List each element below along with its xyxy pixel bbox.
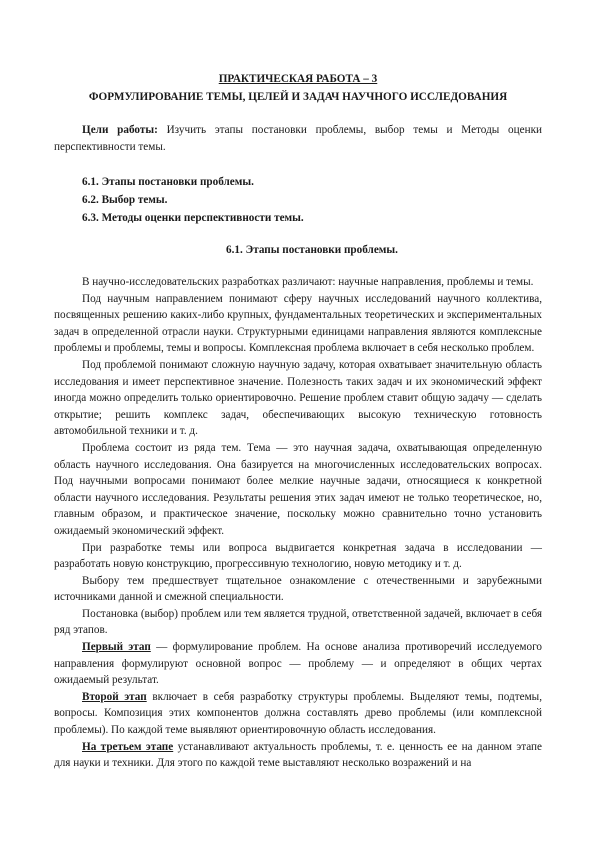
page-subtitle: ФОРМУЛИРОВАНИЕ ТЕМЫ, ЦЕЛЕЙ И ЗАДАЧ НАУЧНОГО ИССЛЕДОВАНИЯ (88, 91, 508, 103)
stage-label: На третьем этапе (82, 740, 174, 753)
stage-text: устанавливают актуальность проблемы, т. е. ценность ее на данном этапе для науки и техники. Для этого по каждой теме выставляют несколько возражений и на (54, 740, 542, 770)
stage-text: включает в себя разработку структуры проблемы. Выделяют темы, подтемы, вопросы. Композиция этих компонентов должна составлять древо проблемы (или комплексной проблемы). По каждой теме выявляют ориентировочную область исследования. (54, 690, 542, 737)
stage-label: Первый этап (82, 641, 151, 654)
section-heading: 6.1. Этапы постановки проблемы. (226, 244, 398, 256)
stage-text: — формулирование проблем. На основе анализа противоречий исследуемого направления формулируют основной вопрос — проблему — и определяют в общих чертах ожидаемый результат. (54, 641, 542, 687)
goals-paragraph (54, 122, 542, 156)
paragraph: В научно-исследовательских разработках различают: научные направления, проблемы и темы. (82, 276, 534, 288)
paragraph: Под научным направлением понимают сферу научных исследований научного коллектива, посвященных решению каких-либо крупных, фундаментальных теоретических и экспериментальных задач в определенной отрасли науки. Структурными единицами направления являются комплексные проблемы и проблемы, темы и вопросы. Комплексная проблема включает в себя несколько проблем. (54, 292, 542, 355)
paragraph: Постановка (выбор) проблем или тем является трудной, ответственной задачей, включает в себя ряд этапов. (54, 607, 542, 637)
paragraph: При разработке темы или вопроса выдвигается конкретная задача в исследовании — разработать новую конструкцию, прогрессивную технологию, новую методику и т. д. (54, 541, 542, 571)
stage-paragraph (54, 739, 542, 772)
toc-item: 6.1. Этапы постановки проблемы. (82, 176, 254, 188)
stage-paragraph (54, 639, 542, 689)
page-title: ПРАКТИЧЕСКАЯ РАБОТА – 3 (218, 73, 378, 85)
paragraph: Выбору тем предшествует тщательное ознакомление с отечественными и зарубежными источниками данной и смежной специальности. (54, 574, 542, 604)
toc-item: 6.2. Выбор темы. (82, 194, 168, 206)
page-content (54, 71, 542, 772)
body-text (54, 274, 542, 772)
stage-paragraph (54, 689, 542, 739)
stage-label: Второй этап (82, 690, 147, 703)
table-of-contents (54, 173, 542, 227)
paragraph: Под проблемой понимают сложную научную задачу, которая охватывает значительную область исследования и имеет перспективное значение. Полезность таких задач и их экономический эффект иногда можно определить только ориентировочно. Решение проблем ставит общую задачу — сделать открытие; решить комплекс задач, обеспечивающих высокую техническую готовность автомобильной техники и т. д. (54, 358, 542, 438)
goals-label: Цели работы: (82, 124, 158, 136)
goals-text: Изучить этапы постановки проблемы, выбор темы и Методы оценки перспективности темы. (54, 124, 542, 153)
paragraph: Проблема состоит из ряда тем. Тема — это научная задача, охватывающая определенную область научного исследования. Она базируется на многочисленных исследовательских вопросах. Под научными вопросами понимают более мелкие научные задачи, относящиеся к конкретной области научного исследования. Результаты решения этих задач имеют не только теоретическое, но, главным образом, и практическое значение, поскольку можно сравнительно точно установить ожидаемый экономический эффект. (54, 441, 542, 537)
toc-item: 6.3. Методы оценки перспективности темы. (82, 212, 304, 224)
